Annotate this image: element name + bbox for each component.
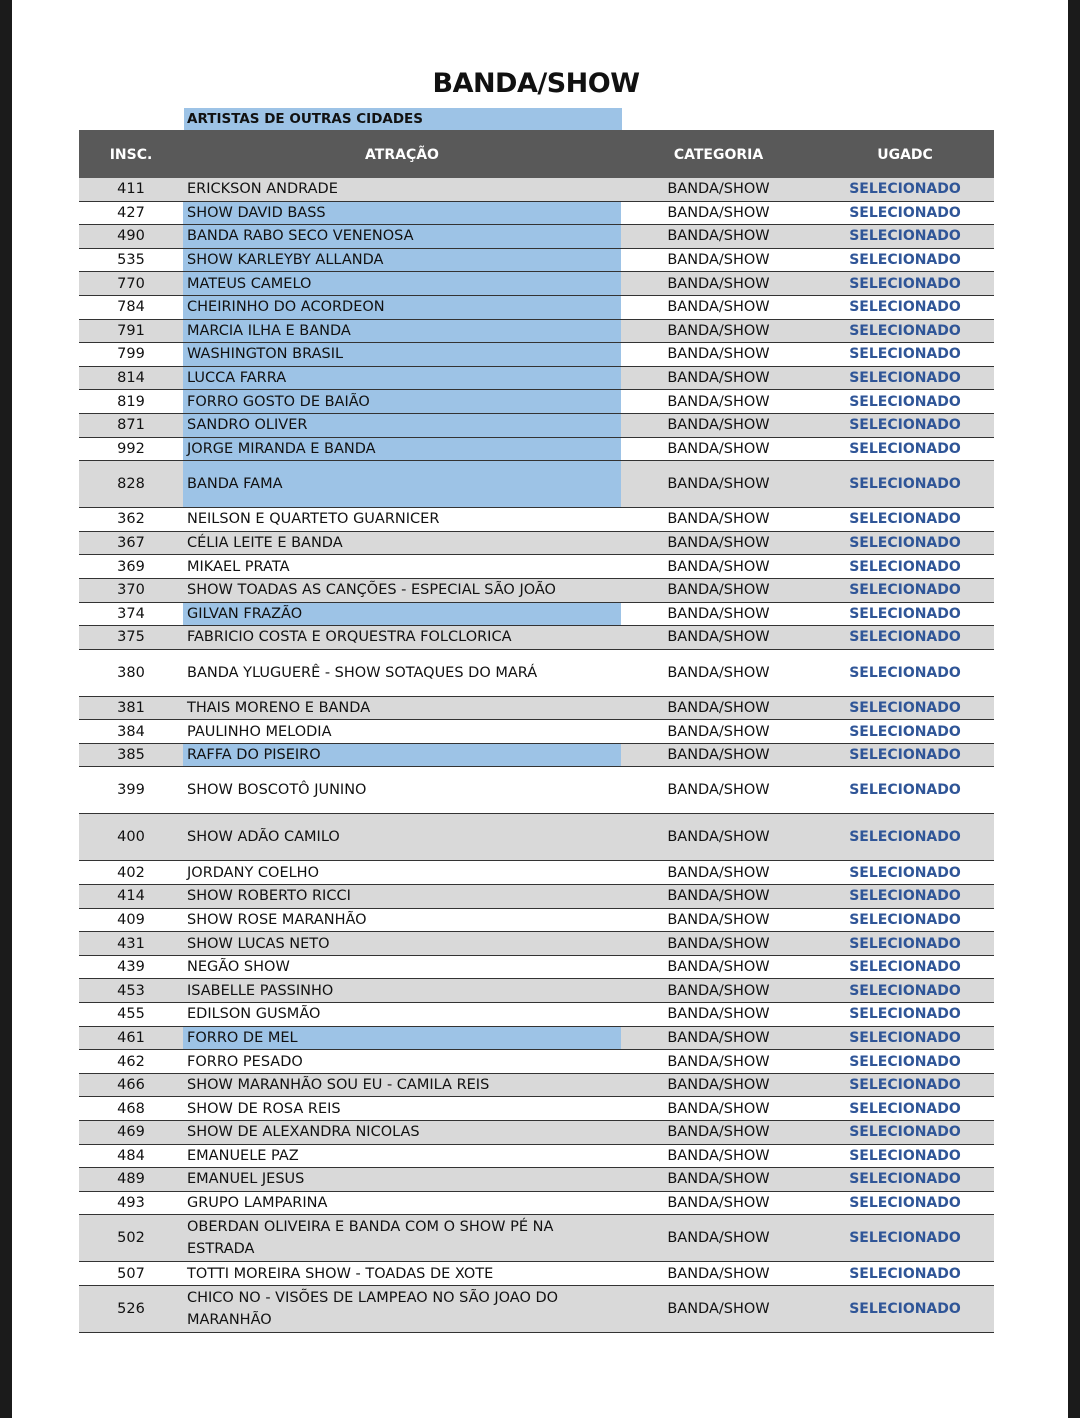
- cell-atracao: SHOW DAVID BASS: [183, 202, 621, 225]
- cell-categoria: BANDA/SHOW: [667, 417, 770, 434]
- cell-insc: 381: [117, 699, 145, 716]
- cell-insc: 507: [117, 1265, 145, 1282]
- cell-insc: 431: [117, 935, 145, 952]
- cell-atracao: LUCCA FARRA: [183, 367, 621, 390]
- cell-categoria: BANDA/SHOW: [667, 982, 770, 999]
- table-row: [79, 1097, 994, 1121]
- table-row: [79, 1168, 994, 1192]
- cell-insc: 384: [117, 723, 145, 740]
- table-row: [79, 508, 994, 532]
- cell-insc: 385: [117, 747, 145, 764]
- cell-categoria: BANDA/SHOW: [667, 476, 770, 493]
- cell-insc: 402: [117, 864, 145, 881]
- table-row: [79, 414, 994, 438]
- cell-atracao: NEGÃO SHOW: [187, 959, 290, 976]
- status-badge: SELECIONADO: [849, 1124, 961, 1141]
- table-row: [79, 1145, 994, 1169]
- cell-atracao: NEILSON E QUARTETO GUARNICER: [187, 511, 440, 528]
- status-badge: SELECIONADO: [849, 1100, 961, 1117]
- cell-atracao: EMANUELE PAZ: [187, 1147, 299, 1164]
- status-badge: SELECIONADO: [849, 346, 961, 363]
- cell-atracao: MATEUS CAMELO: [183, 272, 621, 295]
- cell-insc: 375: [117, 629, 145, 646]
- cell-categoria: BANDA/SHOW: [667, 1147, 770, 1164]
- table-row: [79, 225, 994, 249]
- cell-categoria: BANDA/SHOW: [667, 558, 770, 575]
- status-badge: SELECIONADO: [849, 864, 961, 881]
- table-row: [79, 956, 994, 980]
- cell-atracao: MARCIA ILHA E BANDA: [183, 320, 621, 343]
- cell-categoria: BANDA/SHOW: [667, 1171, 770, 1188]
- cell-categoria: BANDA/SHOW: [667, 747, 770, 764]
- cell-categoria: BANDA/SHOW: [667, 275, 770, 292]
- table-row: [79, 202, 994, 226]
- status-badge: SELECIONADO: [849, 1171, 961, 1188]
- table-row: [79, 603, 994, 627]
- cell-insc: 502: [117, 1230, 145, 1247]
- table-row: [79, 296, 994, 320]
- table-row: [79, 1003, 994, 1027]
- table-row: [79, 650, 994, 697]
- cell-insc: 362: [117, 511, 145, 528]
- cell-categoria: BANDA/SHOW: [667, 322, 770, 339]
- table-row: [79, 861, 994, 885]
- cell-atracao: FORRO DE MEL: [183, 1027, 621, 1050]
- table-row: [79, 626, 994, 650]
- cell-atracao: SHOW ADÃO CAMILO: [187, 829, 340, 846]
- status-badge: SELECIONADO: [849, 982, 961, 999]
- cell-insc: 469: [117, 1124, 145, 1141]
- cell-categoria: BANDA/SHOW: [667, 1077, 770, 1094]
- table-row: [79, 932, 994, 956]
- status-badge: SELECIONADO: [849, 582, 961, 599]
- cell-atracao: FORRO PESADO: [187, 1053, 303, 1070]
- cell-atracao: SHOW DE ALEXANDRA NICOLAS: [187, 1124, 420, 1141]
- status-badge: SELECIONADO: [849, 1195, 961, 1212]
- table-row: [79, 438, 994, 462]
- status-badge: SELECIONADO: [849, 747, 961, 764]
- cell-categoria: BANDA/SHOW: [667, 1029, 770, 1046]
- cell-atracao: SHOW TOADAS AS CANÇÕES - ESPECIAL SÃO JOÃO: [187, 582, 556, 599]
- status-badge: SELECIONADO: [849, 440, 961, 457]
- cell-atracao: SHOW DE ROSA REIS: [187, 1100, 341, 1117]
- table-row: [79, 532, 994, 556]
- cell-insc: 770: [117, 275, 145, 292]
- cell-categoria: BANDA/SHOW: [667, 370, 770, 387]
- cell-categoria: BANDA/SHOW: [667, 393, 770, 410]
- cell-insc: 400: [117, 829, 145, 846]
- cell-insc: 369: [117, 558, 145, 575]
- cell-categoria: BANDA/SHOW: [667, 699, 770, 716]
- cell-atracao: GILVAN FRAZÃO: [183, 603, 621, 626]
- cell-atracao: OBERDAN OLIVEIRA E BANDA COM O SHOW PÉ NA ESTRADA: [187, 1219, 554, 1258]
- table-row: [79, 1050, 994, 1074]
- cell-insc: 411: [117, 181, 145, 198]
- cell-insc: 427: [117, 204, 145, 221]
- cell-categoria: BANDA/SHOW: [667, 1300, 770, 1317]
- status-badge: SELECIONADO: [849, 829, 961, 846]
- cell-insc: 455: [117, 1006, 145, 1023]
- table-row: [79, 814, 994, 861]
- table-row: [79, 1121, 994, 1145]
- status-badge: SELECIONADO: [849, 1029, 961, 1046]
- cell-atracao: SHOW ROBERTO RICCI: [187, 888, 351, 905]
- status-badge: SELECIONADO: [849, 1147, 961, 1164]
- cell-atracao: MIKAEL PRATA: [187, 558, 290, 575]
- table-row: [79, 343, 994, 367]
- column-header-ugadc: UGADC: [877, 147, 933, 163]
- cell-atracao: CHEIRINHO DO ACORDEON: [183, 296, 621, 319]
- cell-insc: 367: [117, 535, 145, 552]
- cell-atracao: SHOW BOSCOTÔ JUNINO: [187, 782, 367, 799]
- cell-categoria: BANDA/SHOW: [667, 1195, 770, 1212]
- cell-insc: 871: [117, 417, 145, 434]
- cell-categoria: BANDA/SHOW: [667, 228, 770, 245]
- table-row: [79, 367, 994, 391]
- cell-atracao: SHOW KARLEYBY ALLANDA: [183, 249, 621, 272]
- cell-categoria: BANDA/SHOW: [667, 911, 770, 928]
- cell-insc: 526: [117, 1300, 145, 1317]
- status-badge: SELECIONADO: [849, 535, 961, 552]
- table-row: [79, 979, 994, 1003]
- cell-insc: 493: [117, 1195, 145, 1212]
- table-row: [79, 885, 994, 909]
- cell-insc: 399: [117, 782, 145, 799]
- table-row: [79, 1192, 994, 1216]
- status-badge: SELECIONADO: [849, 888, 961, 905]
- page-title: BANDA/SHOW: [432, 68, 640, 99]
- cell-categoria: BANDA/SHOW: [667, 204, 770, 221]
- cell-categoria: BANDA/SHOW: [667, 252, 770, 269]
- status-badge: SELECIONADO: [849, 252, 961, 269]
- table-row: [79, 1262, 994, 1286]
- table-row: [79, 1286, 994, 1333]
- cell-categoria: BANDA/SHOW: [667, 1124, 770, 1141]
- cell-atracao: FABRICIO COSTA E ORQUESTRA FOLCLORICA: [187, 629, 512, 646]
- cell-categoria: BANDA/SHOW: [667, 1053, 770, 1070]
- cell-insc: 461: [117, 1029, 145, 1046]
- cell-insc: 814: [117, 370, 145, 387]
- section-subtitle: ARTISTAS DE OUTRAS CIDADES: [184, 108, 622, 130]
- cell-atracao: CHICO NO - VISÕES DE LAMPEAO NO SÃO JOAO DO MARANHÃO: [187, 1289, 559, 1328]
- table-row: [79, 697, 994, 721]
- status-badge: SELECIONADO: [849, 1006, 961, 1023]
- cell-insc: 490: [117, 228, 145, 245]
- cell-insc: 414: [117, 888, 145, 905]
- cell-atracao: SANDRO OLIVER: [183, 414, 621, 437]
- cell-categoria: BANDA/SHOW: [667, 605, 770, 622]
- status-badge: SELECIONADO: [849, 1053, 961, 1070]
- table-row: [79, 390, 994, 414]
- cell-categoria: BANDA/SHOW: [667, 664, 770, 681]
- cell-insc: 992: [117, 440, 145, 457]
- cell-atracao: BANDA FAMA: [183, 461, 621, 507]
- cell-atracao: SHOW LUCAS NETO: [187, 935, 330, 952]
- table-row: [79, 767, 994, 814]
- table-row: [79, 1027, 994, 1051]
- table-row: [79, 1215, 994, 1262]
- cell-atracao: THAIS MORENO E BANDA: [187, 699, 371, 716]
- cell-categoria: BANDA/SHOW: [667, 864, 770, 881]
- status-badge: SELECIONADO: [849, 558, 961, 575]
- cell-insc: 453: [117, 982, 145, 999]
- status-badge: SELECIONADO: [849, 228, 961, 245]
- status-badge: SELECIONADO: [849, 417, 961, 434]
- status-badge: SELECIONADO: [849, 322, 961, 339]
- status-badge: SELECIONADO: [849, 1230, 961, 1247]
- column-header-categoria: CATEGORIA: [673, 147, 764, 163]
- cell-atracao: WASHINGTON BRASIL: [183, 343, 621, 366]
- table-row: [79, 555, 994, 579]
- cell-categoria: BANDA/SHOW: [667, 535, 770, 552]
- cell-categoria: BANDA/SHOW: [667, 346, 770, 363]
- status-badge: SELECIONADO: [849, 935, 961, 952]
- table-row: [79, 744, 994, 768]
- cell-categoria: BANDA/SHOW: [667, 1100, 770, 1117]
- cell-categoria: BANDA/SHOW: [667, 723, 770, 740]
- cell-categoria: BANDA/SHOW: [667, 1006, 770, 1023]
- cell-categoria: BANDA/SHOW: [667, 582, 770, 599]
- cell-atracao: JORGE MIRANDA E BANDA: [183, 438, 621, 461]
- cell-categoria: BANDA/SHOW: [667, 1230, 770, 1247]
- status-badge: SELECIONADO: [849, 1077, 961, 1094]
- cell-atracao: SHOW ROSE MARANHÃO: [187, 911, 367, 928]
- cell-categoria: BANDA/SHOW: [667, 959, 770, 976]
- cell-categoria: BANDA/SHOW: [667, 440, 770, 457]
- cell-categoria: BANDA/SHOW: [667, 888, 770, 905]
- cell-atracao: BANDA YLUGUERÊ - SHOW SOTAQUES DO MARÁ: [187, 664, 538, 681]
- cell-insc: 370: [117, 582, 145, 599]
- cell-insc: 791: [117, 322, 145, 339]
- status-badge: SELECIONADO: [849, 393, 961, 410]
- cell-atracao: GRUPO LAMPARINA: [187, 1195, 328, 1212]
- cell-atracao: SHOW MARANHÃO SOU EU - CAMILA REIS: [187, 1077, 490, 1094]
- table-row: [79, 461, 994, 508]
- cell-atracao: CÉLIA LEITE E BANDA: [187, 535, 343, 552]
- status-badge: SELECIONADO: [849, 605, 961, 622]
- cell-categoria: BANDA/SHOW: [667, 1265, 770, 1282]
- results-table: [79, 130, 994, 1333]
- table-row: [79, 909, 994, 933]
- status-badge: SELECIONADO: [849, 699, 961, 716]
- table-row: [79, 1074, 994, 1098]
- cell-atracao: ERICKSON ANDRADE: [187, 181, 338, 198]
- cell-categoria: BANDA/SHOW: [667, 181, 770, 198]
- cell-atracao: JORDANY COELHO: [187, 864, 320, 881]
- table-row: [79, 272, 994, 296]
- cell-categoria: BANDA/SHOW: [667, 829, 770, 846]
- table-row: [79, 320, 994, 344]
- status-badge: SELECIONADO: [849, 1300, 961, 1317]
- table-row: [79, 249, 994, 273]
- cell-insc: 535: [117, 252, 145, 269]
- status-badge: SELECIONADO: [849, 664, 961, 681]
- cell-categoria: BANDA/SHOW: [667, 782, 770, 799]
- column-header-atracao: ATRAÇÃO: [365, 147, 439, 163]
- cell-atracao: RAFFA DO PISEIRO: [183, 744, 621, 767]
- cell-insc: 784: [117, 299, 145, 316]
- cell-atracao: PAULINHO MELODIA: [187, 723, 332, 740]
- column-header-insc: INSC.: [109, 147, 153, 163]
- cell-insc: 489: [117, 1171, 145, 1188]
- cell-categoria: BANDA/SHOW: [667, 299, 770, 316]
- cell-atracao: ISABELLE PASSINHO: [187, 982, 334, 999]
- cell-atracao: BANDA RABO SECO VENENOSA: [183, 225, 621, 248]
- status-badge: SELECIONADO: [849, 959, 961, 976]
- cell-insc: 468: [117, 1100, 145, 1117]
- status-badge: SELECIONADO: [849, 476, 961, 493]
- cell-insc: 799: [117, 346, 145, 363]
- cell-categoria: BANDA/SHOW: [667, 629, 770, 646]
- status-badge: SELECIONADO: [849, 629, 961, 646]
- cell-insc: 462: [117, 1053, 145, 1070]
- cell-insc: 819: [117, 393, 145, 410]
- cell-insc: 439: [117, 959, 145, 976]
- status-badge: SELECIONADO: [849, 1265, 961, 1282]
- status-badge: SELECIONADO: [849, 782, 961, 799]
- cell-atracao: FORRO GOSTO DE BAIÃO: [183, 390, 621, 413]
- cell-insc: 828: [117, 476, 145, 493]
- table-row: [79, 178, 994, 202]
- cell-atracao: EDILSON GUSMÃO: [187, 1006, 321, 1023]
- cell-atracao: TOTTI MOREIRA SHOW - TOADAS DE XOTE: [187, 1265, 494, 1282]
- status-badge: SELECIONADO: [849, 911, 961, 928]
- cell-insc: 484: [117, 1147, 145, 1164]
- table-header: [79, 130, 994, 178]
- cell-insc: 466: [117, 1077, 145, 1094]
- cell-insc: 380: [117, 664, 145, 681]
- cell-categoria: BANDA/SHOW: [667, 511, 770, 528]
- cell-insc: 374: [117, 605, 145, 622]
- cell-categoria: BANDA/SHOW: [667, 935, 770, 952]
- table-body: [79, 178, 994, 1333]
- status-badge: SELECIONADO: [849, 370, 961, 387]
- cell-atracao: EMANUEL JESUS: [187, 1171, 305, 1188]
- status-badge: SELECIONADO: [849, 275, 961, 292]
- status-badge: SELECIONADO: [849, 181, 961, 198]
- status-badge: SELECIONADO: [849, 511, 961, 528]
- cell-insc: 409: [117, 911, 145, 928]
- table-row: [79, 720, 994, 744]
- status-badge: SELECIONADO: [849, 204, 961, 221]
- status-badge: SELECIONADO: [849, 299, 961, 316]
- table-row: [79, 579, 994, 603]
- status-badge: SELECIONADO: [849, 723, 961, 740]
